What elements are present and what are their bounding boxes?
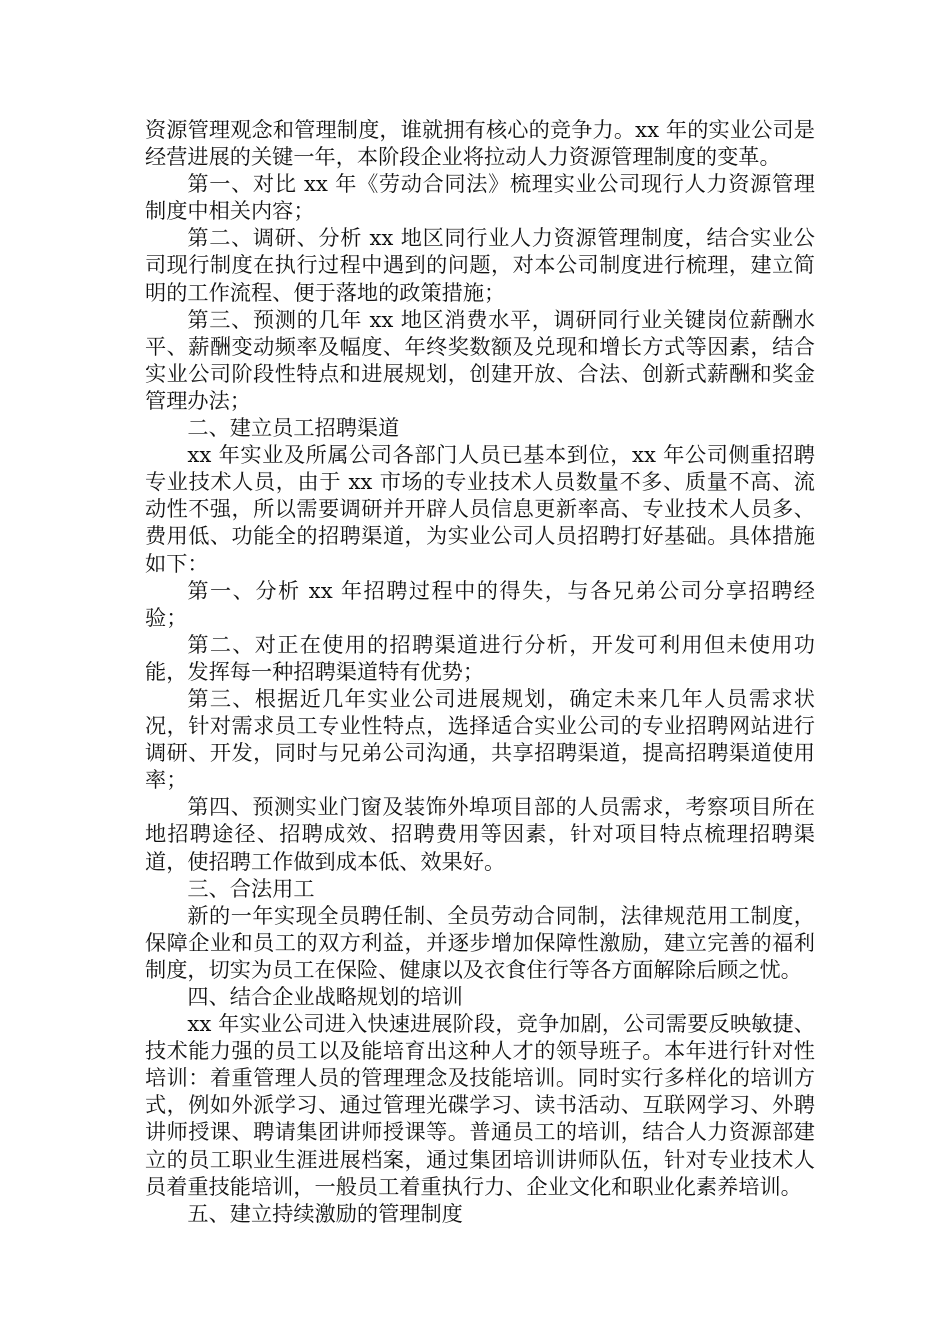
paragraph-item: 第三、预测的几年 xx 地区消费水平，调研同行业关键岗位薪酬水平、薪酬变动频率及幅度、年终奖数额及兑现和增长方式等因素，结合实业公司阶段性特点和进展规划，创建开放、合法、创新式薪酬和奖金管理办法； bbox=[145, 306, 815, 413]
paragraph-intro: 资源管理观念和管理制度，谁就拥有核心的竞争力。xx 年的实业公司是经营进展的关键一年，本阶段企业将拉动人力资源管理制度的变革。 bbox=[145, 117, 815, 170]
paragraph-item: 第二、对正在使用的招聘渠道进行分析，开发可利用但未使用功能，发挥每一种招聘渠道特有优势； bbox=[145, 631, 815, 684]
section-heading: 二、建立员工招聘渠道 bbox=[187, 415, 400, 441]
paragraph-item: xx 年实业及所属公司各部门人员已基本到位，xx 年公司侧重招聘专业技术人员，由于 xx 市场的专业技术人员数量不多、质量不高、流动性不强，所以需要调研并开辟人员信息更新率高、专业技术人员多、费用低、功能全的招聘渠道，为实业公司人员招聘打好基础。具体措施如下： bbox=[145, 442, 815, 576]
paragraph-item: 第三、根据近几年实业公司进展规划，确定未来几年人员需求状况，针对需求员工专业性特点，选择适合实业公司的专业招聘网站进行调研、开发，同时与兄弟公司沟通，共享招聘渠道，提高招聘渠道使用率； bbox=[145, 685, 815, 793]
paragraph-item: 第二、调研、分析 xx 地区同行业人力资源管理制度，结合实业公司现行制度在执行过程中遇到的问题，对本公司制度进行梳理，建立简明的工作流程、便于落地的政策措施； bbox=[145, 225, 815, 305]
paragraph-item: 第一、分析 xx 年招聘过程中的得失，与各兄弟公司分享招聘经验； bbox=[145, 577, 815, 630]
document-body bbox=[145, 116, 815, 1227]
section-heading: 四、结合企业战略规划的培训 bbox=[187, 984, 463, 1009]
paragraph-item: 第一、对比 xx 年《劳动合同法》梳理实业公司现行人力资源管理制度中相关内容； bbox=[145, 171, 815, 224]
section-heading: 三、合法用工 bbox=[187, 875, 315, 901]
paragraph-item: 新的一年实现全员聘任制、全员劳动合同制，法律规范用工制度，保障企业和员工的双方利益，并逐步增加保障性激励，建立完善的福利制度，切实为员工在保险、健康以及衣食住行等各方面解除后顾之忧。 bbox=[145, 902, 815, 982]
section-heading: 五、建立持续激励的管理制度 bbox=[187, 1200, 463, 1226]
paragraph-item: xx 年实业公司进入快速进展阶段，竞争加剧，公司需要反映敏捷、技术能力强的员工以及能培育出这种人才的领导班子。本年进行针对性培训：着重管理人员的管理理念及技能培训。同时实行多样化的培训方式，例如外派学习、通过管理光碟学习、读书活动、互联网学习、外聘讲师授课、聘请集团讲师授课等。普通员工的培训，结合人力资源部建立的员工职业生涯进展档案，通过集团培训讲师队伍，针对专业技术人员着重技能培训，一般员工着重执行力、企业文化和职业化素养培训。 bbox=[145, 1011, 815, 1199]
paragraph-item: 第四、预测实业门窗及装饰外埠项目部的人员需求，考察项目所在地招聘途径、招聘成效、招聘费用等因素，针对项目特点梳理招聘渠道，使招聘工作做到成本低、效果好。 bbox=[145, 794, 815, 874]
